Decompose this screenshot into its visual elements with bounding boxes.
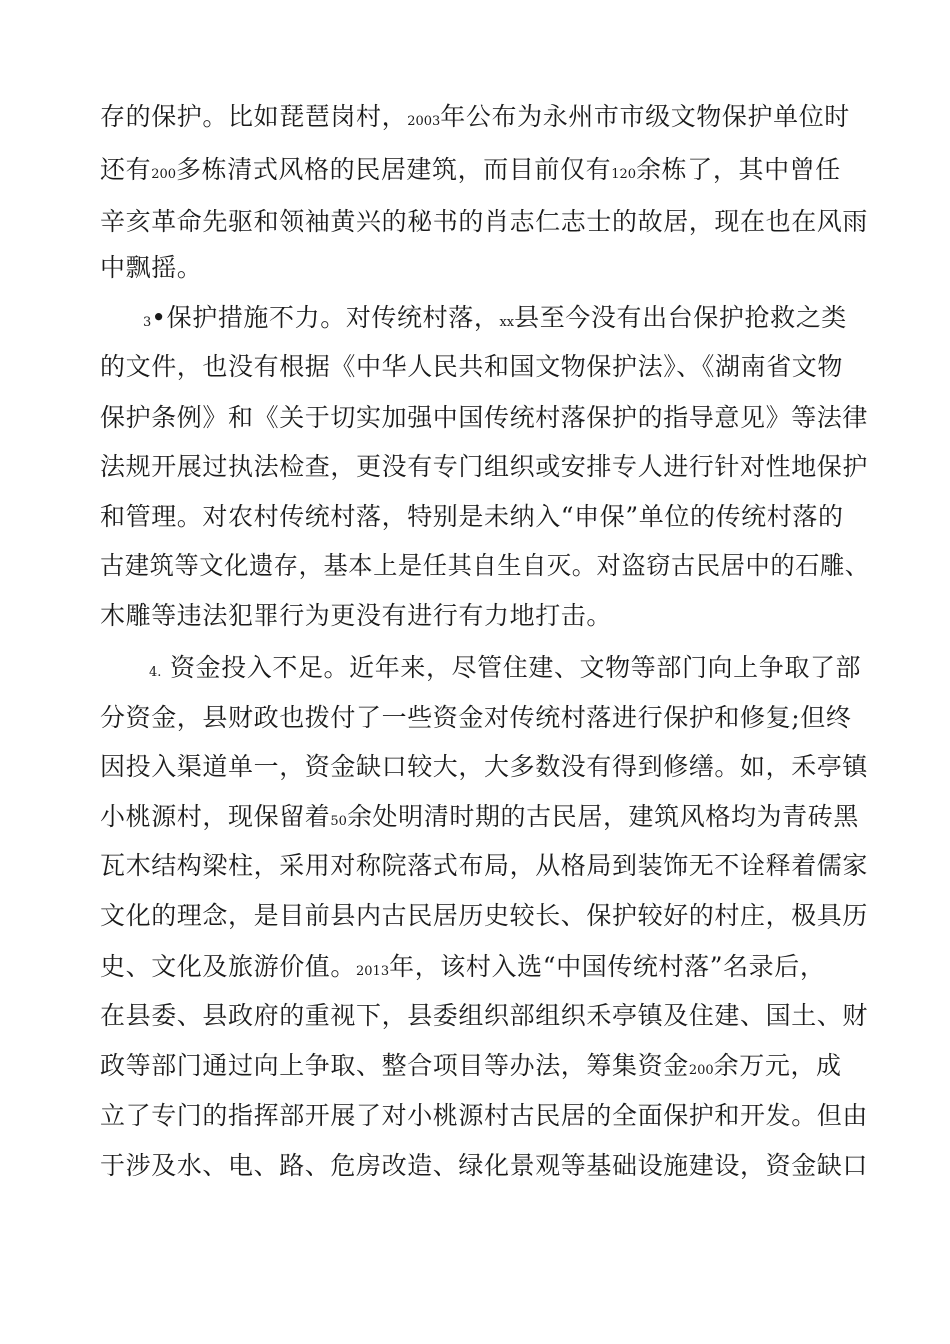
paragraph-line-14: 因投入渠道单一，资金缺口较大，大多数没有得到修缮。如，禾亭镇 [100,752,869,781]
paragraph-line-9: 和管理。对农村传统村落，特别是未纳入“申保”单位的传统村落的 [100,502,844,531]
paragraph-line-12: 4. 资金投入不足。近年来，尽管住建、文物等部门向上争取了部 [149,653,862,682]
paragraph-line-2: 还有200多栋清式风格的民居建筑，而目前仅有120余栋了，其中曾任 [100,155,841,184]
paragraph-line-8: 法规开展过执法检查，更没有专门组织或安排专人进行针对性地保护 [100,452,869,481]
paragraph-line-5: 3•保护措施不力。对传统村落，xx县至今没有出台保护抢救之类 [143,303,847,332]
paragraph-line-17: 文化的理念，是目前县内古民居历史较长、保护较好的村庄，极具历 [100,901,869,930]
paragraph-line-4: 中飘摇。 [100,253,203,282]
paragraph-line-18: 史、文化及旅游价值。2013年，该村入选“中国传统村落”名录后， [100,952,826,981]
paragraph-line-15: 小桃源村，现保留着50余处明清时期的古民居，建筑风格均为青砖黑 [100,802,859,831]
paragraph-line-16: 瓦木结构梁柱，采用对称院落式布局，从格局到装饰无不诠释着儒家 [100,851,869,880]
paragraph-line-6: 的文件，也没有根据《中华人民共和国文物保护法》、《湖南省文物 [100,352,844,381]
paragraph-line-19: 在县委、县政府的重视下，县委组织部组织禾亭镇及住建、国土、财 [100,1001,869,1030]
paragraph-line-1: 存的保护。比如琵琶岗村，2003年公布为永州市市级文物保护单位时 [100,102,850,131]
paragraph-line-21: 立了专门的指挥部开展了对小桃源村古民居的全面保护和开发。但由 [100,1101,869,1130]
paragraph-line-7: 保护条例》和《关于切实加强中国传统村落保护的指导意见》等法律 [100,403,869,432]
paragraph-line-13: 分资金，县财政也拨付了一些资金对传统村落进行保护和修复;但终 [100,703,852,732]
paragraph-line-22: 于涉及水、电、路、危房改造、绿化景观等基础设施建设，资金缺口 [100,1151,869,1180]
paragraph-line-20: 政等部门通过向上争取、整合项目等办法，筹集资金200余万元，成 [100,1051,842,1080]
paragraph-line-3: 辛亥革命先驱和领袖黄兴的秘书的肖志仁志士的故居，现在也在风雨 [100,207,869,236]
paragraph-line-10: 古建筑等文化遗存，基本上是任其自生自灭。对盗窃古民居中的石雕、 [100,551,870,580]
paragraph-line-11: 木雕等违法犯罪行为更没有进行有力地打击。 [100,601,613,630]
